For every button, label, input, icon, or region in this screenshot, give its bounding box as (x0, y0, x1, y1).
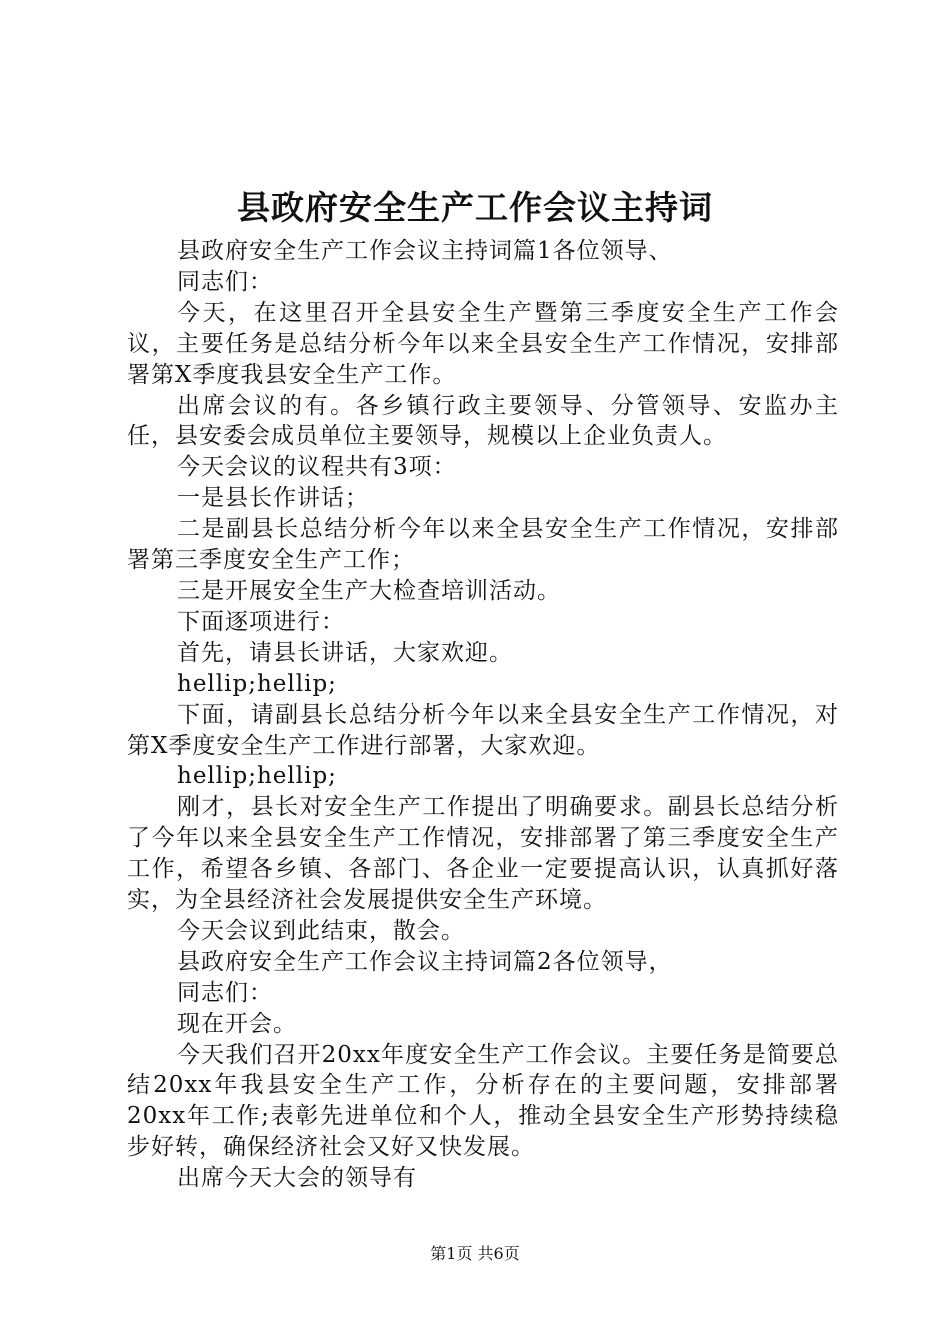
paragraph: 首先，请县长讲话，大家欢迎。 (177, 639, 513, 666)
paragraph: 县政府安全生产工作会议主持词篇2各位领导， (177, 948, 673, 975)
paragraph: 同志们： (177, 979, 273, 1006)
paragraph: 今天我们召开20xx年度安全生产工作会议。主要任务是简要总结20xx年我县安全生产工作，分析存在的主要问题，安排部署20xx年工作;表彰先进单位和个人，推动全县安全生产形势持续稳步好转，确保经济社会又好又快发展。 (127, 1041, 839, 1161)
paragraph: 下面逐项进行： (177, 608, 345, 635)
paragraph: 二是副县长总结分析今年以来全县安全生产工作情况，安排部署第三季度安全生产工作； (127, 516, 839, 574)
paragraph: 刚才，县长对安全生产工作提出了明确要求。副县长总结分析了今年以来全县安全生产工作情况，安排部署了第三季度安全生产工作，希望各乡镇、各部门、各企业一定要提高认识，认真抓好落实，为全县经济社会发展提供安全生产环境。 (127, 794, 839, 914)
page-number-footer: 第1页 共6页 (430, 1244, 520, 1263)
paragraph: 出席会议的有。各乡镇行政主要领导、分管领导、安监办主任，县安委会成员单位主要领导，规模以上企业负责人。 (127, 392, 839, 450)
paragraph: 一是县长作讲话； (177, 485, 369, 512)
paragraph: hellip;hellip; (177, 670, 337, 697)
paragraph: 今天，在这里召开全县安全生产暨第三季度安全生产工作会议，主要任务是总结分析今年以来全县安全生产工作情况，安排部署第X季度我县安全生产工作。 (127, 299, 839, 388)
paragraph: 今天会议到此结束，散会。 (177, 917, 465, 944)
paragraph: 出席今天大会的领导有 (177, 1165, 417, 1192)
paragraph: 县政府安全生产工作会议主持词篇1各位领导、 (177, 238, 673, 264)
document-title: 县政府安全生产工作会议主持词 (237, 188, 713, 227)
document-body (127, 236, 839, 1194)
paragraph: 下面，请副县长总结分析今年以来全县安全生产工作情况，对第X季度安全生产工作进行部署，大家欢迎。 (127, 701, 839, 759)
paragraph: hellip;hellip; (177, 763, 337, 790)
paragraph: 三是开展安全生产大检查培训活动。 (177, 577, 561, 604)
paragraph: 现在开会。 (177, 1010, 297, 1037)
paragraph: 同志们： (177, 268, 273, 295)
paragraph: 今天会议的议程共有3项： (177, 454, 457, 481)
